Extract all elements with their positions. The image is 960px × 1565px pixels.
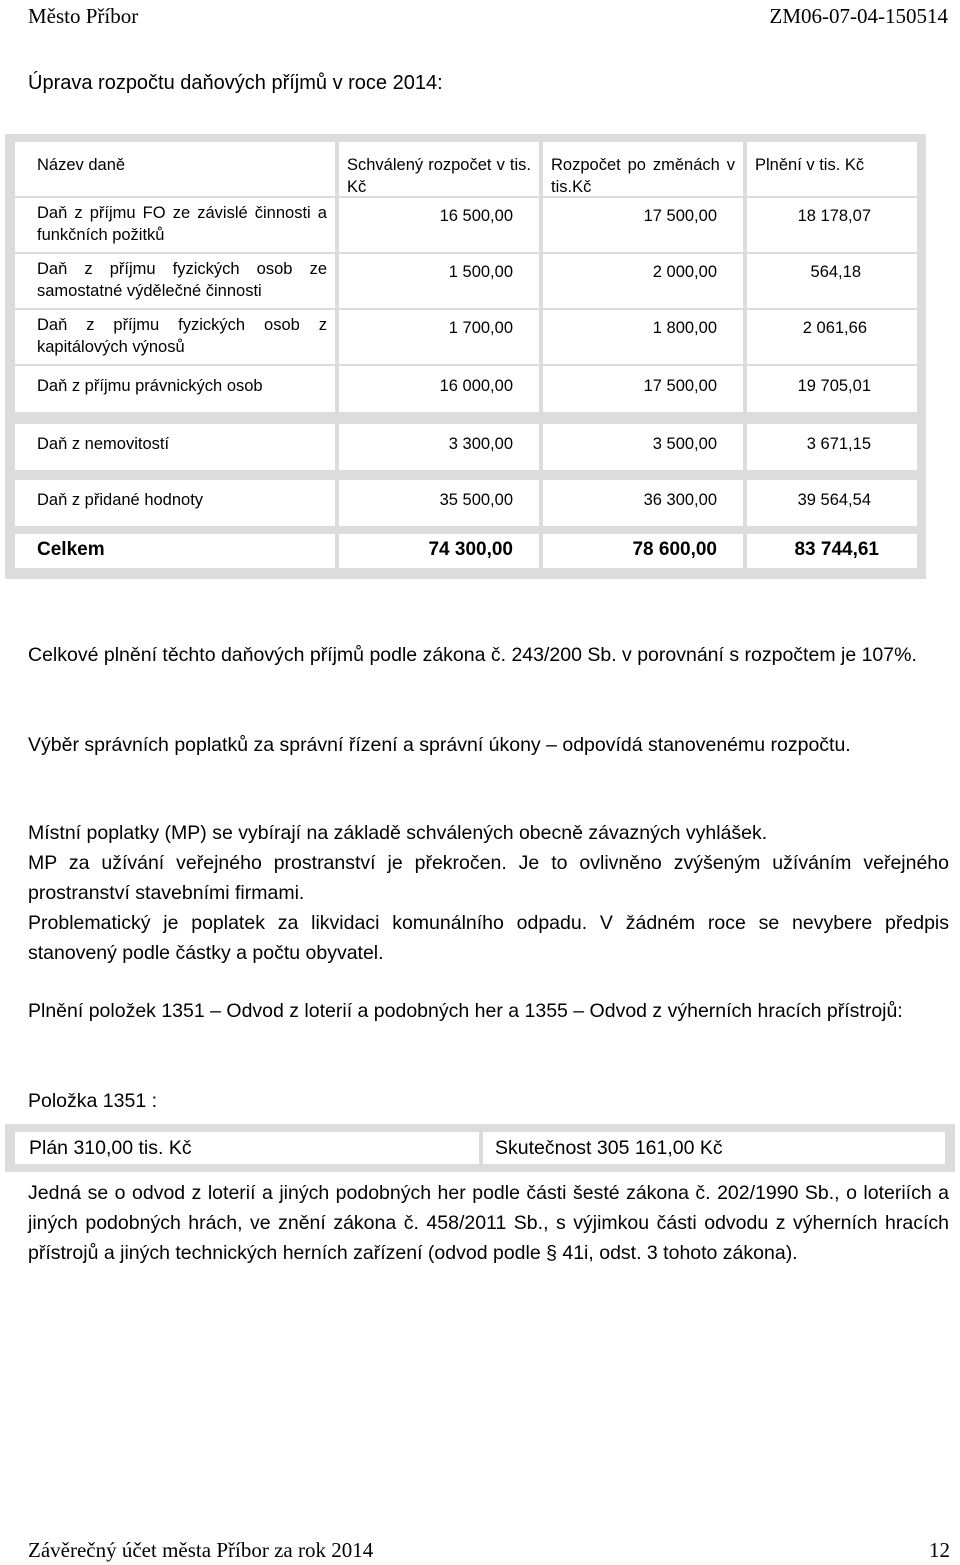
footer-title: Závěrečný účet města Příbor za rok 2014 xyxy=(28,1538,374,1562)
table-row-revised: 1 800,00 xyxy=(543,310,743,364)
table-row-approved: 3 300,00 xyxy=(339,424,539,470)
table-row-revised: 17 500,00 xyxy=(543,366,743,412)
table-row-approved: 1 700,00 xyxy=(339,310,539,364)
plan-box xyxy=(5,1124,955,1172)
actual-value: Skutečnost 305 161,00 Kč xyxy=(483,1132,945,1164)
table-row-name: Daň z příjmu fyzických osob ze samostatné výdělečné činnosti xyxy=(15,254,335,308)
header-title: Město Příbor xyxy=(28,4,139,28)
column-header-actual: Plnění v tis. Kč xyxy=(747,142,917,196)
column-header-revised: Rozpočet po změnách v tis.Kč xyxy=(543,142,743,196)
total-revised: 78 600,00 xyxy=(543,534,743,568)
header-document-id: ZM06-07-04-150514 xyxy=(769,4,948,28)
table-row-actual: 18 178,07 xyxy=(747,198,917,252)
table-row-revised: 2 000,00 xyxy=(543,254,743,308)
plan-value: Plán 310,00 tis. Kč xyxy=(15,1132,479,1164)
paragraph-waste-fee: Problematický je poplatek za likvidaci komunálního odpadu. V žádném roce se nevybere předpis stanovený podle částky a počtu obyvatel. xyxy=(28,912,949,964)
table-row-name: Daň z příjmu právnických osob xyxy=(15,366,335,412)
paragraph-total-fulfilment: Celkové plnění těchto daňových příjmů podle zákona č. 243/200 Sb. v porovnání s rozpočtem je 107%. xyxy=(28,644,917,666)
table-row-actual: 39 564,54 xyxy=(747,480,917,526)
table-row-actual: 3 671,15 xyxy=(747,424,917,470)
total-approved: 74 300,00 xyxy=(339,534,539,568)
table-row-name: Daň z nemovitostí xyxy=(15,424,335,470)
total-actual: 83 744,61 xyxy=(747,534,917,568)
paragraph-local-fees: Místní poplatky (MP) se vybírají na základě schválených obecně závazných vyhlášek. xyxy=(28,822,768,844)
table-row-name: Daň z přidané hodnoty xyxy=(15,480,335,526)
paragraph-lottery-description: Jedná se o odvod z loterií a jiných podobných her podle části šesté zákona č. 202/1990 Sb., o loteriích a jiných podobných hrách, ve znění zákona č. 458/2011 Sb., s výjimkou části odvodu z výherních hracích přístrojů a jiných technických herních zařízení (odvod podle § 41i, odst. 3 tohoto zákona). xyxy=(28,1182,949,1264)
table-row-revised: 36 300,00 xyxy=(543,480,743,526)
table-row-actual: 564,18 xyxy=(747,254,917,308)
table-row-name: Daň z příjmu fyzických osob z kapitálových výnosů xyxy=(15,310,335,364)
tax-table xyxy=(5,134,926,579)
section-title: Úprava rozpočtu daňových příjmů v roce 2014: xyxy=(28,72,443,94)
table-row-name: Daň z příjmu FO ze závislé činnosti a funkčních požitků xyxy=(15,198,335,252)
table-row-approved: 16 000,00 xyxy=(339,366,539,412)
table-row-revised: 17 500,00 xyxy=(543,198,743,252)
column-header-name: Název daně xyxy=(15,142,335,196)
table-row-approved: 35 500,00 xyxy=(339,480,539,526)
table-row-revised: 3 500,00 xyxy=(543,424,743,470)
column-header-approved: Schválený rozpočet v tis. Kč xyxy=(339,142,539,196)
total-label: Celkem xyxy=(15,534,335,568)
paragraph-admin-fees: Výběr správních poplatků za správní řízení a správní úkony – odpovídá stanovenému rozpočtu. xyxy=(28,734,851,756)
item-1351-label: Položka 1351 : xyxy=(28,1090,158,1112)
table-row-actual: 2 061,66 xyxy=(747,310,917,364)
page-number: 12 xyxy=(929,1538,950,1562)
paragraph-lottery-items: Plnění položek 1351 – Odvod z loterií a podobných her a 1355 – Odvod z výherních hracích přístrojů: xyxy=(28,1000,903,1022)
table-row-approved: 1 500,00 xyxy=(339,254,539,308)
table-row-approved: 16 500,00 xyxy=(339,198,539,252)
paragraph-public-space: MP za užívání veřejného prostranství je překročen. Je to ovlivněno zvýšeným užíváním veřejného prostranství stavebními firmami. xyxy=(28,852,949,904)
table-row-actual: 19 705,01 xyxy=(747,366,917,412)
